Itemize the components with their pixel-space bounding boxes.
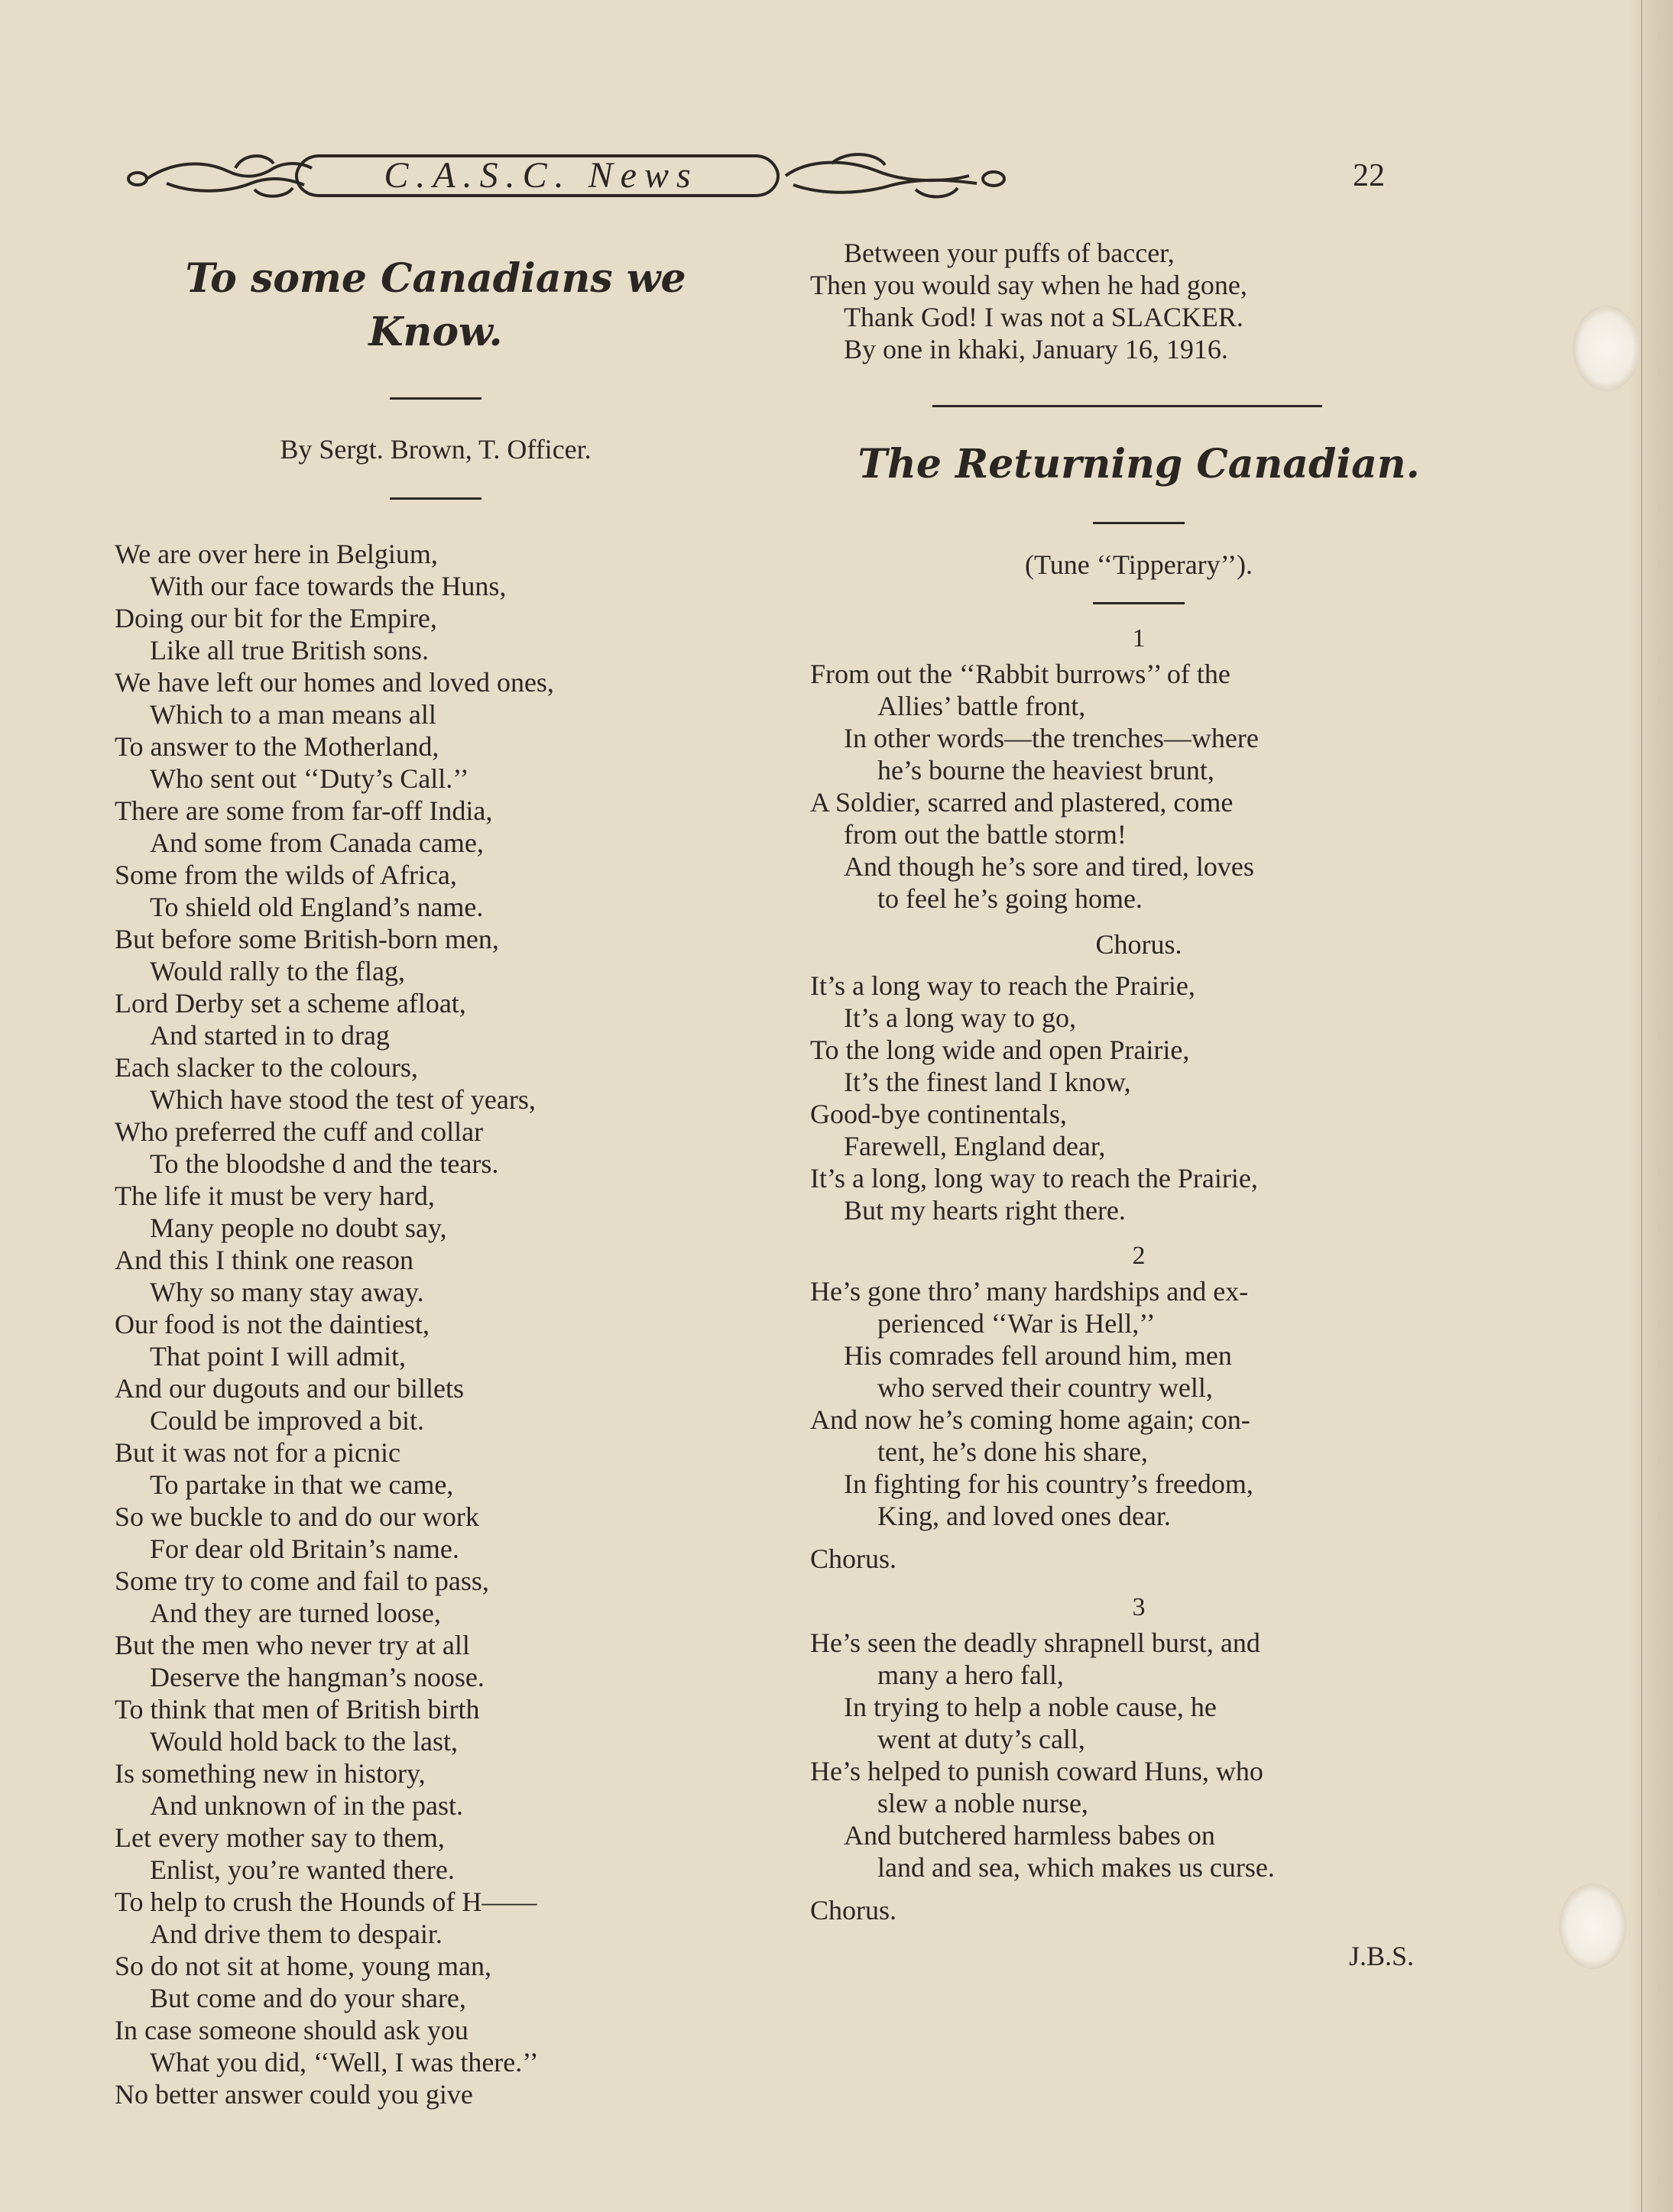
poem-byline: By Sergt. Brown, T. Officer. <box>280 434 592 465</box>
poem-line: And they are turned loose, <box>150 1598 441 1628</box>
poem-line: to feel he’s going home. <box>877 883 1143 914</box>
poem-line: Who sent out ‘‘Duty’s Call.’’ <box>150 763 469 794</box>
poem-line: land and sea, which makes us curse. <box>877 1852 1275 1883</box>
poem-line: who served their country well, <box>877 1372 1213 1403</box>
poem-line: By one in khaki, January 16, 1916. <box>844 334 1228 364</box>
poem-line: Enlist, you’re wanted there. <box>150 1854 455 1885</box>
signature: J.B.S. <box>1348 1941 1414 1971</box>
poem-line: He’s seen the deadly shrapnell burst, and <box>810 1627 1260 1658</box>
poem-line: Some try to come and fail to pass, <box>115 1566 489 1596</box>
poem-line: A Soldier, scarred and plastered, come <box>810 787 1234 818</box>
poem-line: But it was not for a picnic <box>115 1437 400 1468</box>
poem-line: To answer to the Motherland, <box>115 731 439 762</box>
punch-hole-bottom <box>1559 1883 1626 1969</box>
poem-line: His comrades fell around him, men <box>844 1340 1232 1371</box>
left-column <box>115 252 757 2110</box>
poem-line: Thank God! I was not a SLACKER. <box>844 302 1243 332</box>
poem-line: To partake in that we came, <box>150 1469 454 1500</box>
poem-line: Doing our bit for the Empire, <box>115 603 437 633</box>
stanza-number: 1 <box>1132 624 1146 653</box>
poem-line: he’s bourne the heaviest brunt, <box>877 755 1214 785</box>
poem-line: But before some British-born men, <box>115 924 499 954</box>
poem-line: Who preferred the cuff and collar <box>115 1116 484 1147</box>
poem-line: The life it must be very hard, <box>115 1180 435 1211</box>
poem-line: Is something new in history, <box>115 1758 426 1789</box>
poem-line: Which to a man means all <box>150 699 436 730</box>
poem-title: To some Canadians we Know. <box>185 255 686 355</box>
poem-line: Would rally to the flag, <box>150 956 406 986</box>
poem-line: And some from Canada came, <box>150 827 484 858</box>
poem-line: From out the ‘‘Rabbit burrows’’ of the <box>810 659 1230 689</box>
tune-rule <box>1093 602 1185 604</box>
poem-line: Lord Derby set a scheme afloat, <box>115 988 466 1019</box>
poem-line: slew a noble nurse, <box>877 1788 1088 1819</box>
poem-line: And though he’s sore and tired, loves <box>844 851 1254 882</box>
section-divider <box>932 405 1322 407</box>
poem-line: In trying to help a noble cause, he <box>844 1692 1217 1722</box>
poem-line: What you did, ‘‘Well, I was there.’’ <box>150 2047 539 2078</box>
poem-line: Deserve the hangman’s noose. <box>150 1662 485 1692</box>
poem-line: perienced ‘‘War is Hell,’’ <box>877 1308 1156 1339</box>
poem-line: It’s a long, long way to reach the Prairie, <box>810 1163 1258 1193</box>
poem-line: In other words—the trenches—where <box>844 723 1259 753</box>
stanza-number: 2 <box>1132 1242 1146 1270</box>
poem-line: went at duty’s call, <box>877 1724 1085 1754</box>
stanza-number: 3 <box>1132 1593 1146 1621</box>
newsletter-title: C.A.S.C. News <box>384 155 699 196</box>
tune-note: (Tune ‘‘Tipperary’’). <box>1025 549 1253 580</box>
poem-line: Some from the wilds of Africa, <box>115 860 457 890</box>
poem-line: And our dugouts and our billets <box>115 1373 464 1404</box>
poem-continuation <box>810 237 1467 365</box>
poem-line: In case someone should ask you <box>115 2015 469 2045</box>
poem-line: And drive them to despair. <box>150 1919 443 1949</box>
poem-title-returning-canadian: The Returning Canadian. <box>858 441 1420 487</box>
poem-line: many a hero fall, <box>877 1660 1064 1690</box>
poem-line: To the long wide and open Prairie, <box>810 1035 1190 1065</box>
poem-line: It’s a long way to go, <box>844 1002 1076 1033</box>
poem-line: And unknown of in the past. <box>150 1790 463 1821</box>
poem-stanzas <box>810 620 1467 1929</box>
poem-line: Good-bye continentals, <box>810 1099 1067 1129</box>
poem-lines <box>115 538 757 2110</box>
byline-rule <box>390 497 481 500</box>
poem-line: Many people no doubt say, <box>150 1213 447 1243</box>
poem-line: He’s gone thro’ many hardships and ex- <box>810 1276 1249 1307</box>
poem-line: Could be improved a bit. <box>150 1405 424 1436</box>
poem-line: In fighting for his country’s freedom, <box>844 1469 1253 1499</box>
poem-line: Our food is not the daintiest, <box>115 1309 430 1339</box>
poem-line: Would hold back to the last, <box>150 1726 459 1757</box>
poem-line: Which have stood the test of years, <box>150 1084 536 1115</box>
poem-line: And now he’s coming home again; con- <box>810 1404 1250 1435</box>
poem-line: But my hearts right there. <box>844 1195 1126 1226</box>
poem-line: We are over here in Belgium, <box>115 539 438 569</box>
poem-line: To shield old England’s name. <box>150 892 484 922</box>
poem-line: But come and do your share, <box>150 1983 466 2013</box>
poem-line: So do not sit at home, young man, <box>115 1951 491 1981</box>
chorus-label: Chorus. <box>1095 929 1182 960</box>
poem-line: With our face towards the Huns, <box>150 571 507 601</box>
header-banner <box>121 145 1015 206</box>
poem-line: Each slacker to the colours, <box>115 1052 418 1083</box>
poem-line: Then you would say when he had gone, <box>810 270 1247 300</box>
poem-line: And butchered harmless babes on <box>844 1820 1215 1851</box>
poem-line: tent, he’s done his share, <box>877 1436 1148 1467</box>
chorus-label: Chorus. <box>810 1543 897 1574</box>
title-rule <box>390 397 481 400</box>
poem-line: For dear old Britain’s name. <box>150 1534 459 1564</box>
title-rule <box>1093 522 1185 524</box>
poem-line: It’s the finest land I know, <box>844 1067 1131 1097</box>
poem-line: To think that men of British birth <box>115 1694 480 1725</box>
poem-line: To the bloodshe d and the tears. <box>150 1148 499 1179</box>
right-column <box>810 237 1467 1975</box>
poem-line: We have left our homes and loved ones, <box>115 667 554 698</box>
poem-line: To help to crush the Hounds of H—— <box>115 1887 537 1917</box>
poem-line: Farewell, England dear, <box>844 1131 1106 1161</box>
poem-line: There are some from far-off India, <box>115 795 493 826</box>
poem-line: Allies’ battle front, <box>877 691 1086 721</box>
poem-line: And started in to drag <box>150 1020 390 1051</box>
poem-line: Let every mother say to them, <box>115 1822 445 1853</box>
poem-line: King, and loved ones dear. <box>877 1501 1171 1531</box>
poem-line: He’s helped to punish coward Huns, who <box>810 1756 1263 1786</box>
poem-line: And this I think one reason <box>115 1245 413 1275</box>
poem-line: Why so many stay away. <box>150 1277 424 1307</box>
punch-hole-top <box>1573 306 1640 391</box>
poem-line: But the men who never try at all <box>115 1630 470 1660</box>
poem-line: from out the battle storm! <box>844 819 1127 850</box>
poem-line: Like all true British sons. <box>150 635 429 666</box>
poem-line: That point I will admit, <box>150 1341 406 1372</box>
page-number: 22 <box>1353 158 1385 193</box>
poem-line: No better answer could you give <box>115 2079 473 2110</box>
chorus-label: Chorus. <box>810 1895 897 1925</box>
poem-line: So we buckle to and do our work <box>115 1501 479 1532</box>
poem-line: It’s a long way to reach the Prairie, <box>810 970 1195 1001</box>
poem-line: Between your puffs of baccer, <box>844 238 1175 268</box>
